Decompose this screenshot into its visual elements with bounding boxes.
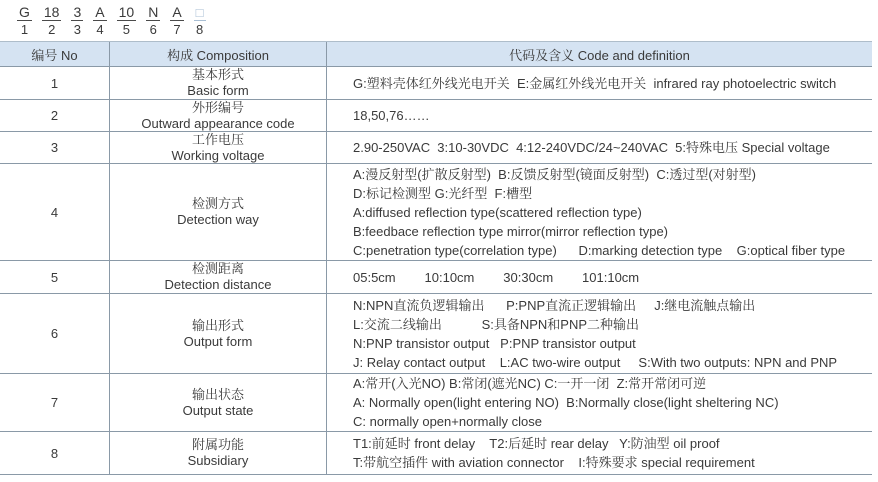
composition-cn: 基本形式 [191, 67, 244, 82]
row-no: 3 [0, 132, 110, 163]
row-no: 6 [0, 294, 110, 373]
code-char-6: N [148, 4, 159, 20]
composition-cn: 检测距离 [191, 261, 244, 276]
row-no: 7 [0, 374, 110, 431]
composition-en: Working voltage [171, 147, 265, 163]
table-row [0, 164, 872, 261]
row-definition [327, 100, 872, 131]
row-definition [327, 294, 872, 373]
code-part-5 [117, 5, 137, 37]
definition-line: J: Relay contact output L:AC two-wire output S:With two outputs: NPN and PNP [353, 354, 838, 370]
table-row [0, 67, 872, 100]
row-definition [327, 374, 872, 431]
table-row [0, 432, 872, 475]
row-no: 1 [0, 67, 110, 99]
code-part-8 [194, 5, 206, 37]
row-composition [110, 374, 327, 431]
row-composition [110, 100, 327, 131]
definition-line: L:交流二线输出 S:具备NPN和PNP二种输出 [353, 316, 640, 332]
row-no: 2 [0, 100, 110, 131]
definition-line: C:penetration type(correlation type) D:marking detection type G:optical fiber type [353, 242, 846, 258]
code-num-5: 5 [122, 22, 131, 37]
row-no: 5 [0, 261, 110, 293]
row-composition [110, 294, 327, 373]
composition-en: Subsidiary [187, 453, 249, 468]
definition-line: A:漫反射型(扩散反射型) B:反馈反射型(镜面反射型) C:透过型(对射型) [353, 166, 756, 182]
header-definition: 代码及含义 Code and definition [509, 47, 690, 63]
code-num-7: 7 [173, 22, 181, 37]
code-part-4 [93, 5, 106, 37]
table-row [0, 100, 872, 132]
row-composition [110, 261, 327, 293]
definition-line: T:带航空插件 with aviation connector I:特殊要求 special requirement [353, 455, 755, 470]
code-char-4: A [95, 4, 105, 20]
table-header-row [0, 41, 872, 67]
code-char-7: A [172, 4, 182, 20]
composition-en: Outward appearance code [141, 115, 295, 131]
row-definition [327, 132, 872, 163]
code-char-3: 3 [73, 4, 82, 20]
row-definition [327, 432, 872, 474]
code-part-3 [71, 5, 83, 37]
table-row [0, 294, 872, 374]
definition-line: N:NPN直流负逻辑输出 P:PNP直流正逻辑输出 J:继电流触点输出 [353, 297, 756, 313]
row-composition [110, 432, 327, 474]
row-definition [327, 164, 872, 260]
code-part-6 [146, 5, 160, 37]
code-part-1 [17, 5, 32, 37]
composition-en: Detection way [177, 212, 259, 227]
definition-line: 05:5cm 10:10cm 30:30cm 101:10cm [353, 269, 640, 285]
definition-line: A: Normally open(light entering NO) B:Normally close(light sheltering NC) [353, 395, 779, 410]
model-code-legend [0, 0, 878, 37]
table-row [0, 261, 872, 294]
composition-en: Detection distance [164, 277, 272, 292]
code-num-3: 3 [73, 22, 81, 37]
code-part-2 [42, 5, 62, 37]
row-no: 4 [0, 164, 110, 260]
table-row [0, 374, 872, 432]
definition-line: A:常开(入光NO) B:常闭(遮光NC) C:一开一闭 Z:常开常闭可逆 [353, 376, 707, 391]
definition-line: C: normally open+normally close [353, 414, 542, 429]
empty-box-icon: □ [195, 5, 204, 20]
definition-line: B:feedbace reflection type mirror(mirror reflection type) [353, 223, 669, 239]
composition-en: Output form [183, 333, 253, 349]
code-char-2: 18 [43, 4, 60, 20]
composition-cn: 检测方式 [191, 196, 244, 211]
code-num-1: 1 [20, 22, 29, 37]
row-no: 8 [0, 432, 110, 474]
table-row [0, 132, 872, 164]
code-char-1: G [19, 4, 30, 20]
composition-en: Output state [182, 402, 254, 418]
definition-line: T1:前延时 front delay T2:后延时 rear delay Y:防油型 oil proof [353, 436, 720, 451]
composition-cn: 附属功能 [191, 437, 244, 452]
composition-cn: 工作电压 [191, 131, 244, 147]
code-char-5: 10 [118, 4, 135, 20]
composition-cn: 外形编号 [191, 99, 244, 115]
definition-line: D:标记检测型 G:光纤型 F:槽型 [353, 185, 533, 201]
row-composition [110, 132, 327, 163]
code-num-6: 6 [149, 22, 157, 37]
definition-line: 2.90-250VAC 3:10-30VDC 4:12-240VDC/24~240VAC 5:特殊电压 Special voltage [353, 140, 830, 155]
header-no: 编号 No [0, 42, 110, 66]
composition-cn: 输出形式 [191, 317, 244, 333]
code-num-4: 4 [96, 22, 104, 37]
row-definition [327, 261, 872, 293]
code-num-2: 2 [48, 22, 56, 37]
row-composition [110, 67, 327, 99]
composition-en: Basic form [187, 83, 249, 98]
code-definition-table [0, 41, 872, 475]
code-num-8: 8 [195, 22, 204, 37]
row-definition [327, 67, 872, 99]
definition-line: A:diffused reflection type(scattered reflection type) [353, 204, 642, 220]
code-part-7 [170, 5, 183, 37]
composition-cn: 输出状态 [191, 386, 244, 402]
row-composition [110, 164, 327, 260]
definition-line: N:PNP transistor output P:PNP transistor output [353, 335, 636, 351]
header-composition: 构成 Composition [110, 42, 327, 66]
definition-line: 18,50,76…… [353, 108, 430, 123]
definition-line: G:塑料壳体红外线光电开关 E:金属红外线光电开关 infrared ray photoelectric switch [353, 75, 837, 91]
